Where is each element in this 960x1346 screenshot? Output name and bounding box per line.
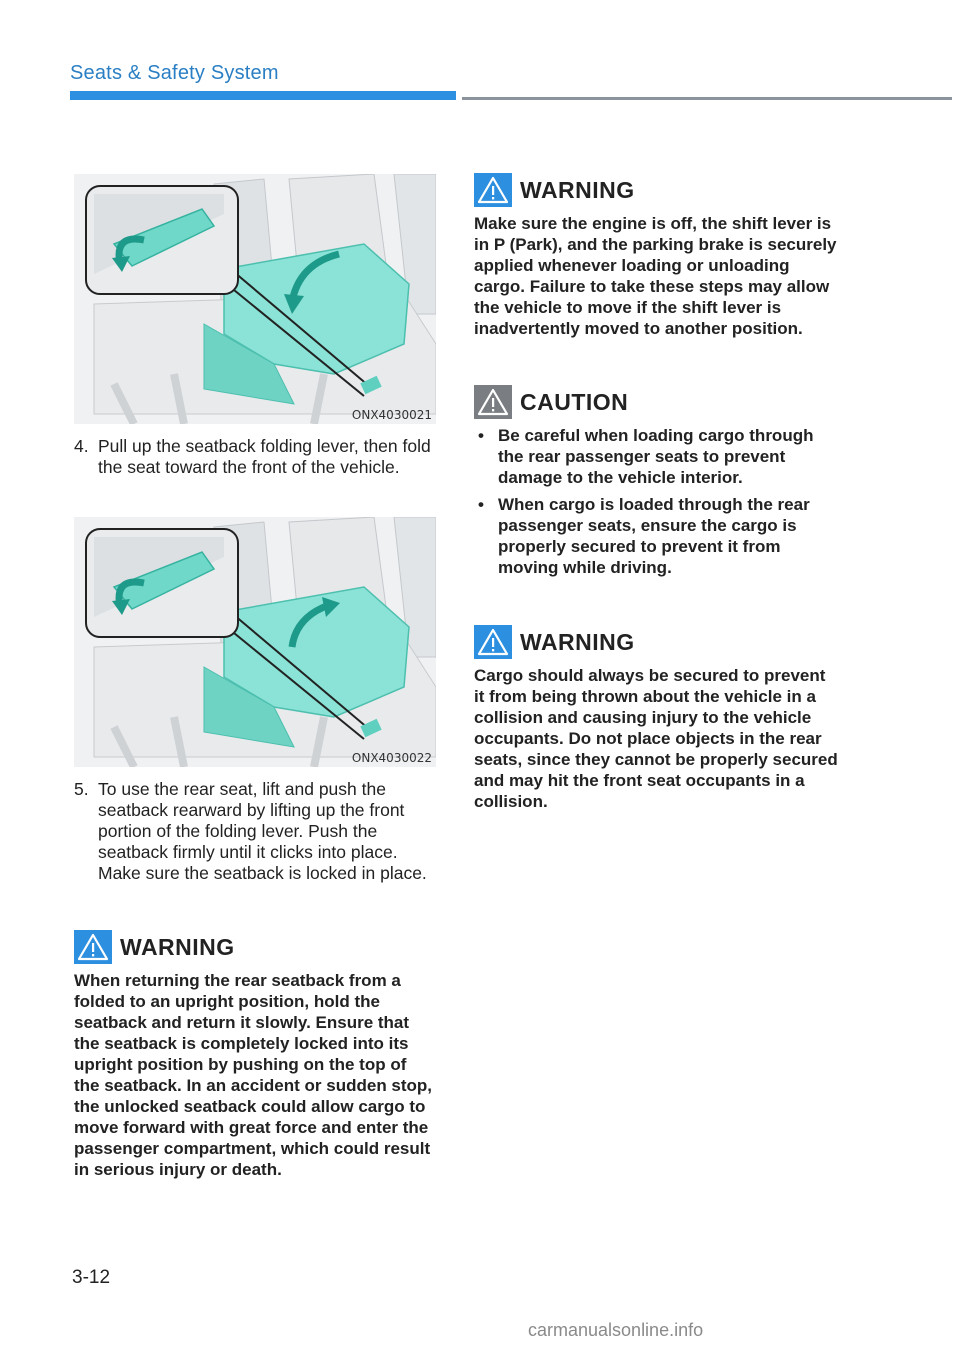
step-number: 4. [74,436,89,456]
header-accent-bar [70,91,456,100]
caution-list [474,425,840,578]
warning-block-seatback [74,930,436,1180]
caution-title: CAUTION [520,389,629,415]
step-number: 5. [74,779,89,799]
seat-illustration [74,517,436,767]
caution-bullet [474,425,840,488]
warning-triangle-icon [474,173,512,207]
figure-code: ONX4030021 [351,408,432,422]
warning-text: Make sure the engine is off, the shift lever is in P (Park), and the parking brake is securely applied whenever loading or unloading cargo. Failure to take these steps may allow the vehicle to move if the shift lever is inadvertently moved to another position. [474,214,837,338]
step-5 [74,779,444,884]
figure-seat-fold-forward [74,174,436,424]
warning-text: Cargo should always be secured to prevent it from being thrown about the vehicle in a collision and causing injury to the vehicle occupants. Do not place objects in the rear seats, since they cannot be properly secured and may hit the front seat occupants in a collision. [474,666,838,811]
warning-title: WARNING [520,629,635,655]
header-rule [462,97,952,100]
caution-bullet [474,494,840,578]
warning-triangle-icon [474,625,512,659]
page-number: 3-12 [72,1267,111,1288]
figure-code: ONX4030022 [351,751,432,765]
bullet-mark: • [478,426,484,445]
warning-block-cargo [474,625,840,812]
step-text: Pull up the seatback folding lever, then fold the seat toward the front of the vehicle. [98,436,431,477]
section-title: Seats & Safety System [70,62,279,84]
watermark: carmanualsonline.info [528,1320,704,1340]
warning-title: WARNING [520,177,635,203]
step-4 [74,436,444,478]
caution-block [474,385,840,584]
warning-text: When returning the rear seatback from a folded to an upright position, hold the seatback and return it slowly. Ensure that the seatback is completely locked into its upright position by pushing on the top of the seatback. In an accident or sudden stop, the unlocked seatback could allow cargo to move forward with great force and enter the passenger compartment, which could result in serious injury or death. [74,971,433,1179]
warning-title: WARNING [120,934,235,960]
bullet-text: Be careful when loading cargo through the rear passenger seats to prevent damage to the vehicle interior. [498,426,814,487]
figure-seat-return-upright [74,517,436,767]
warning-triangle-icon [74,930,112,964]
warning-block-parking [474,173,840,339]
caution-triangle-icon [474,385,512,419]
seat-illustration [74,174,436,424]
bullet-mark: • [478,495,484,514]
bullet-text: When cargo is loaded through the rear passenger seats, ensure the cargo is properly secured to prevent it from moving while driving. [498,495,810,577]
step-text: To use the rear seat, lift and push the seatback rearward by lifting up the front portion of the folding lever. Push the seatback firmly until it clicks into place. Make sure the seatback is locked in place. [98,779,427,883]
